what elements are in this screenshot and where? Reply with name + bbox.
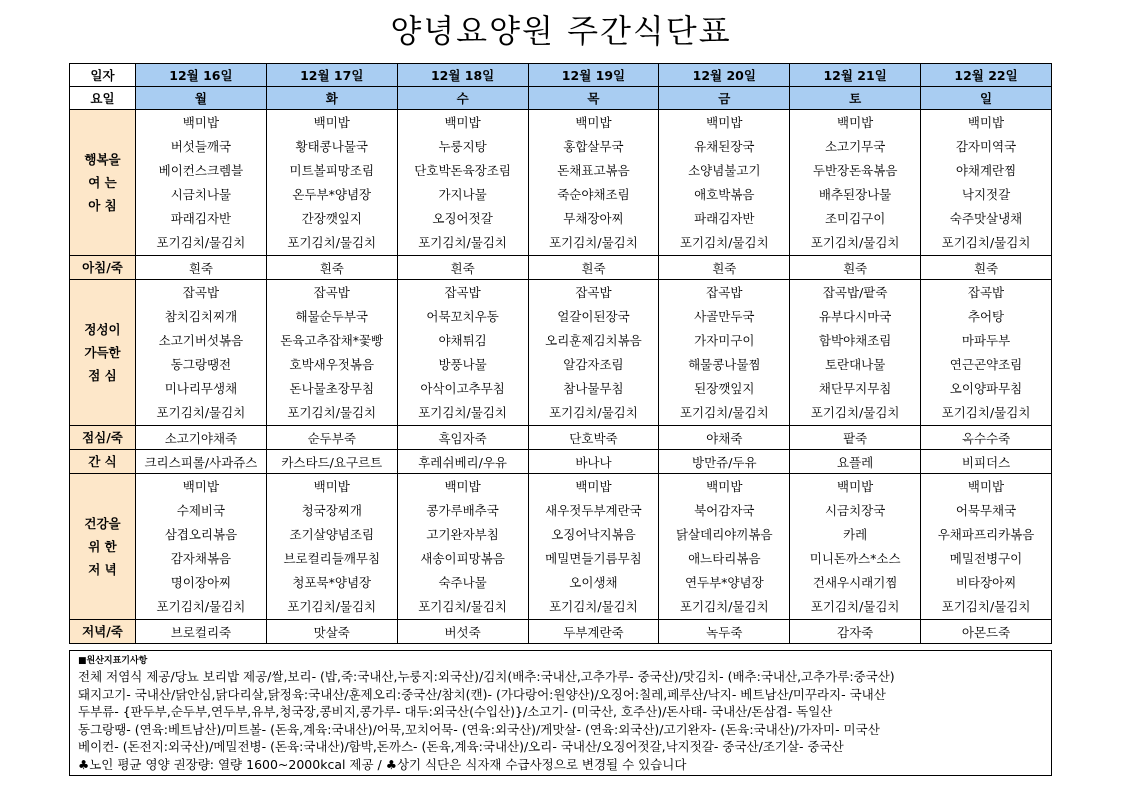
menu-item: 간장깻잎지 (301, 211, 362, 226)
lunch-cell (659, 280, 790, 426)
menu-item: 포기김치/물김치 (549, 599, 638, 614)
menu-item: 소고기무국 (824, 139, 886, 154)
snack-cell: 비피더스 (921, 450, 1052, 474)
menu-item: 시금치장국 (824, 503, 886, 518)
lunch-label-line: 정성이 (84, 322, 121, 337)
menu-item: 백미밥 (182, 479, 220, 494)
menu-item: 얼갈이된장국 (557, 309, 630, 324)
snack-cell: 방만쥬/두유 (659, 450, 790, 474)
lunch-cell (266, 280, 397, 426)
menu-item: 유부다시마국 (818, 309, 892, 324)
date-row (70, 64, 1052, 87)
origin-notes-title: ■원산지표기사항 (78, 656, 148, 666)
menu-item: 홍합살무국 (563, 139, 624, 154)
menu-item: 수제비국 (176, 503, 226, 518)
menu-item: 고기완자부침 (426, 527, 499, 542)
menu-item: 미트볼피망조림 (289, 163, 375, 178)
menu-item: 감자미역국 (955, 139, 1017, 154)
weekday-cell: 월 (136, 87, 267, 110)
origin-note-line: 돼지고기- 국내산/닭안심,닭다리살,닭정육:국내산/훈제오리:중국산/참치(캔)- (가다랑어:원양산)/오징어:칠레,페루산/낙지- 베트남산/미꾸라지- 국내산 (78, 686, 886, 702)
menu-item: 포기김치/물김치 (810, 235, 900, 250)
menu-item: 단호박돈육장조림 (414, 163, 511, 178)
menu-item: 포기김치/물김치 (810, 405, 900, 420)
dinner-porridge-cell: 브로컬리죽 (136, 620, 267, 644)
menu-item: 새우젓두부계란국 (545, 503, 642, 518)
weekday-cell: 목 (528, 87, 659, 110)
dinner-porridge-cell: 두부계란죽 (528, 620, 659, 644)
menu-item: 애호박볶음 (694, 187, 755, 202)
menu-item: 포기김치/물김치 (679, 235, 769, 250)
menu-item: 아삭이고추무침 (420, 381, 505, 396)
page-title: 양녕요양원 주간식단표 (390, 12, 732, 50)
dinner-row (70, 474, 1052, 620)
menu-item: 브로컬리들깨무침 (283, 551, 381, 566)
menu-item: 백미밥 (313, 479, 350, 494)
menu-item: 알감자조림 (563, 357, 624, 372)
dinner-label-line: 건강을 (84, 516, 121, 531)
menu-item: 백미밥 (575, 479, 612, 494)
breakfast-cell (528, 110, 659, 256)
menu-item: 애느타리볶음 (688, 551, 761, 566)
lunch-porridge-row (70, 426, 1052, 450)
date-cell: 12월 19일 (528, 64, 659, 87)
menu-item: 포기김치/물김치 (418, 599, 507, 614)
dinner-label (70, 474, 136, 620)
menu-item: 포기김치/물김치 (810, 599, 900, 614)
snack-cell: 카스타드/요구르트 (266, 450, 397, 474)
weekday-label: 요일 (70, 87, 136, 110)
snack-cell: 크리스피롤/사과쥬스 (136, 450, 267, 474)
menu-item: 미나리무생채 (164, 381, 238, 396)
menu-item: 백미밥 (837, 479, 874, 494)
menu-item: 잡곡밥 (313, 285, 350, 300)
menu-item: 배추된장나물 (818, 187, 892, 202)
lunch-porridge-cell: 단호박죽 (528, 426, 659, 450)
menu-item: 돈육고추잡채*꽃빵 (280, 333, 384, 348)
dinner-label-line: 위 한 (88, 539, 117, 554)
dinner-cell (266, 474, 397, 620)
lunch-porridge-cell: 팥죽 (790, 426, 921, 450)
weekday-cell: 토 (790, 87, 921, 110)
menu-item: 어묵꼬치우동 (426, 309, 499, 324)
lunch-cell (921, 280, 1052, 426)
menu-item: 미니돈까스*소스 (809, 551, 901, 566)
weekly-menu-table (69, 63, 1052, 644)
menu-item: 잡곡밥/팥죽 (822, 285, 888, 300)
menu-item: 파래김자반 (170, 211, 232, 226)
breakfast-porridge-row (70, 256, 1052, 280)
menu-item: 백미밥 (575, 115, 612, 130)
menu-item: 누룽지탕 (438, 139, 487, 154)
menu-item: 버섯들깨국 (170, 139, 232, 154)
menu-item: 베이컨스크렘블 (158, 163, 244, 178)
breakfast-cell (921, 110, 1052, 256)
menu-item: 추어탕 (967, 309, 1005, 324)
date-cell: 12월 16일 (136, 64, 267, 87)
date-cell: 12월 22일 (921, 64, 1052, 87)
date-cell: 12월 20일 (659, 64, 790, 87)
breakfast-cell (266, 110, 397, 256)
origin-notes (69, 650, 1052, 776)
menu-item: 포기김치/물김치 (287, 405, 377, 420)
menu-item: 백미밥 (444, 479, 481, 494)
menu-item: 백미밥 (967, 479, 1005, 494)
breakfast-porridge-cell: 흰죽 (790, 256, 921, 280)
menu-item: 파래김자반 (694, 211, 755, 226)
lunch-label-line: 가득한 (84, 345, 121, 360)
menu-item: 연두부*양념장 (684, 575, 764, 590)
dinner-cell (136, 474, 267, 620)
menu-item: 무채장아찌 (563, 211, 624, 226)
menu-item: 연근곤약조림 (949, 357, 1023, 372)
breakfast-porridge-label: 아침/죽 (70, 256, 136, 280)
menu-item: 비타장아찌 (955, 575, 1017, 590)
menu-item: 포기김치/물김치 (156, 235, 246, 250)
breakfast-porridge-cell: 흰죽 (921, 256, 1052, 280)
menu-item: 채단무지무침 (818, 381, 892, 396)
menu-item: 어묵무채국 (955, 503, 1017, 518)
weekday-row (70, 87, 1052, 110)
breakfast-row (70, 110, 1052, 256)
lunch-cell (790, 280, 921, 426)
menu-item: 백미밥 (706, 479, 743, 494)
breakfast-porridge-cell: 흰죽 (528, 256, 659, 280)
origin-note-line: 동그랑땡- (연육:베트남산)/미트볼- (돈육,계육:국내산)/어묵,꼬치어묵- (연육:외국산)/게맛살- (연육:외국산)/고기완자- (돈육:국내산)/가자미- 미국산 (78, 721, 880, 737)
menu-item: 포기김치/물김치 (679, 405, 769, 420)
date-cell: 12월 17일 (266, 64, 397, 87)
lunch-label-line: 점 심 (88, 368, 117, 383)
menu-item: 우채파프리카볶음 (937, 527, 1035, 542)
menu-item: 포기김치/물김치 (287, 599, 377, 614)
menu-item: 마파두부 (961, 333, 1011, 348)
menu-item: 온두부*양념장 (292, 187, 372, 202)
weekday-cell: 수 (397, 87, 528, 110)
menu-item: 방풍나물 (438, 357, 487, 372)
menu-item: 포기김치/물김치 (287, 235, 377, 250)
dinner-porridge-cell: 감자죽 (790, 620, 921, 644)
menu-item: 새송이피망볶음 (420, 551, 505, 566)
menu-item: 메밀면들기름무침 (545, 551, 642, 566)
menu-item: 백미밥 (313, 115, 350, 130)
menu-item: 포기김치/물김치 (156, 405, 246, 420)
menu-item: 잡곡밥 (444, 285, 481, 300)
menu-item: 소양념불고기 (688, 163, 761, 178)
dinner-porridge-cell: 녹두죽 (659, 620, 790, 644)
snack-row (70, 450, 1052, 474)
menu-item: 명이장아찌 (170, 575, 232, 590)
lunch-row (70, 280, 1052, 426)
menu-item: 잡곡밥 (967, 285, 1005, 300)
dinner-cell (790, 474, 921, 620)
breakfast-cell (790, 110, 921, 256)
menu-item: 돈나물초장무침 (289, 381, 375, 396)
menu-item: 청국장찌개 (301, 503, 362, 518)
menu-item: 포기김치/물김치 (418, 235, 507, 250)
menu-item: 백미밥 (706, 115, 743, 130)
weekday-cell: 화 (266, 87, 397, 110)
lunch-porridge-cell: 순두부죽 (266, 426, 397, 450)
breakfast-cell (397, 110, 528, 256)
menu-item: 조미김구이 (824, 211, 886, 226)
menu-item: 해물순두부국 (295, 309, 368, 324)
breakfast-label-line: 아 침 (88, 198, 117, 213)
menu-item: 조기살양념조림 (289, 527, 375, 542)
lunch-porridge-cell: 야채죽 (659, 426, 790, 450)
menu-item: 백미밥 (967, 115, 1005, 130)
dinner-porridge-cell: 버섯죽 (397, 620, 528, 644)
menu-item: 잡곡밥 (182, 285, 220, 300)
lunch-cell (397, 280, 528, 426)
menu-item: 해물콩나물찜 (688, 357, 761, 372)
breakfast-label (70, 110, 136, 256)
dinner-porridge-label: 저녁/죽 (70, 620, 136, 644)
dinner-cell (921, 474, 1052, 620)
breakfast-porridge-cell: 흰죽 (659, 256, 790, 280)
weekday-cell: 일 (921, 87, 1052, 110)
menu-item: 청포묵*양념장 (292, 575, 372, 590)
origin-note-line: 전체 저염식 제공/당뇨 보리밥 제공/쌀,보리- (밥,죽:국내산,누룽지:외국산)/김치(배추:국내산,고추가루- 중국산)/맛김치- (배추:국내산,고추가루:중국산) (78, 669, 895, 684)
menu-item: 함박야채조림 (818, 333, 892, 348)
breakfast-porridge-cell: 흰죽 (266, 256, 397, 280)
menu-item: 된장깻잎지 (694, 381, 755, 396)
lunch-label (70, 280, 136, 426)
menu-item: 포기김치/물김치 (549, 235, 638, 250)
menu-item: 카레 (843, 527, 868, 542)
lunch-porridge-cell: 흑임자죽 (397, 426, 528, 450)
menu-item: 오리훈제김치볶음 (545, 333, 642, 348)
menu-item: 오이생채 (569, 575, 618, 590)
menu-item: 잡곡밥 (706, 285, 743, 300)
snack-label: 간 식 (70, 450, 136, 474)
origin-note-line: ♣노인 평균 영양 권장량: 열량 1600~2000kcal 제공 / ♣상기 식단은 식자재 수급사정으로 변경될 수 있습니다 (78, 756, 687, 772)
menu-item: 죽순야채조림 (557, 187, 630, 202)
breakfast-label-line: 여 는 (88, 175, 117, 190)
dinner-porridge-cell: 맛살죽 (266, 620, 397, 644)
menu-item: 건새우시래기찜 (812, 575, 898, 590)
menu-item: 오징어낙지볶음 (551, 527, 636, 542)
menu-item: 참치김치찌개 (164, 309, 238, 324)
menu-item: 소고기버섯볶음 (158, 333, 244, 348)
origin-note-line: 두부류- {판두부,순두부,연두부,유부,청국장,콩비지,콩가루- 대두:외국산(수입산)}/소고기- (미국산, 호주산)/돈사태- 국내산/돈삼겹- 독일산 (78, 704, 833, 719)
menu-item: 삼겹오리볶음 (164, 527, 238, 542)
menu-item: 숙주나물 (438, 575, 487, 590)
menu-item: 포기김치/물김치 (941, 235, 1031, 250)
snack-cell: 후레쉬베리/우유 (397, 450, 528, 474)
breakfast-cell (136, 110, 267, 256)
menu-item: 참나물무침 (563, 381, 624, 396)
menu-item: 가지나물 (438, 187, 487, 202)
menu-item: 백미밥 (444, 115, 481, 130)
menu-item: 토란대나물 (824, 357, 886, 372)
menu-item: 감자채볶음 (170, 551, 232, 566)
menu-item: 잡곡밥 (575, 285, 612, 300)
menu-item: 메밀전병구이 (949, 551, 1023, 566)
menu-item: 낙지젓갈 (961, 187, 1011, 202)
breakfast-cell (659, 110, 790, 256)
breakfast-porridge-cell: 흰죽 (397, 256, 528, 280)
menu-item: 포기김치/물김치 (156, 599, 246, 614)
snack-cell: 요플레 (790, 450, 921, 474)
menu-item: 포기김치/물김치 (679, 599, 769, 614)
dinner-porridge-row (70, 620, 1052, 644)
menu-item: 유채된장국 (694, 139, 755, 154)
menu-item: 포기김치/물김치 (549, 405, 638, 420)
date-cell: 12월 18일 (397, 64, 528, 87)
dinner-porridge-cell: 아몬드죽 (921, 620, 1052, 644)
menu-item: 야채계란찜 (955, 163, 1017, 178)
lunch-porridge-cell: 옥수수죽 (921, 426, 1052, 450)
menu-item: 오징어젓갈 (432, 211, 493, 226)
date-label: 일자 (70, 64, 136, 87)
dinner-cell (397, 474, 528, 620)
date-cell: 12월 21일 (790, 64, 921, 87)
menu-item: 숙주맛살냉채 (949, 211, 1023, 226)
breakfast-label-line: 행복을 (84, 152, 121, 167)
menu-item: 야채튀김 (438, 333, 487, 348)
menu-item: 사골만두국 (694, 309, 755, 324)
menu-item: 시금치나물 (170, 187, 232, 202)
menu-item: 백미밥 (837, 115, 874, 130)
dinner-cell (659, 474, 790, 620)
snack-cell: 바나나 (528, 450, 659, 474)
dinner-cell (528, 474, 659, 620)
lunch-porridge-cell: 소고기야채죽 (136, 426, 267, 450)
menu-item: 두반장돈육볶음 (812, 163, 898, 178)
dinner-label-line: 저 녁 (88, 562, 117, 577)
menu-item: 닭살데리야끼볶음 (675, 527, 773, 542)
lunch-cell (528, 280, 659, 426)
menu-item: 돈채표고볶음 (557, 163, 630, 178)
lunch-porridge-label: 점심/죽 (70, 426, 136, 450)
menu-item: 포기김치/물김치 (418, 405, 507, 420)
menu-item: 백미밥 (182, 115, 220, 130)
origin-notes-lines (78, 668, 1043, 773)
origin-note-line: 베이컨- (돈전지:외국산)/메밀전병- (돈육:국내산)/함박,돈까스- (돈육,계육:국내산)/오리- 국내산/오징어젓갈,낙지젓갈- 중국산/조기살- 중국산 (78, 739, 844, 754)
menu-item: 포기김치/물김치 (941, 599, 1031, 614)
menu-item: 콩가루배추국 (426, 503, 499, 518)
menu-item: 호박새우젓볶음 (289, 357, 375, 372)
menu-item: 황태콩나물국 (295, 139, 368, 154)
menu-item: 오이양파무침 (949, 381, 1023, 396)
weekday-cell: 금 (659, 87, 790, 110)
breakfast-porridge-cell: 흰죽 (136, 256, 267, 280)
menu-item: 북어감자국 (694, 503, 755, 518)
menu-item: 포기김치/물김치 (941, 405, 1031, 420)
menu-item: 가자미구이 (694, 333, 755, 348)
lunch-cell (136, 280, 267, 426)
menu-item: 동그랑땡전 (170, 357, 232, 372)
